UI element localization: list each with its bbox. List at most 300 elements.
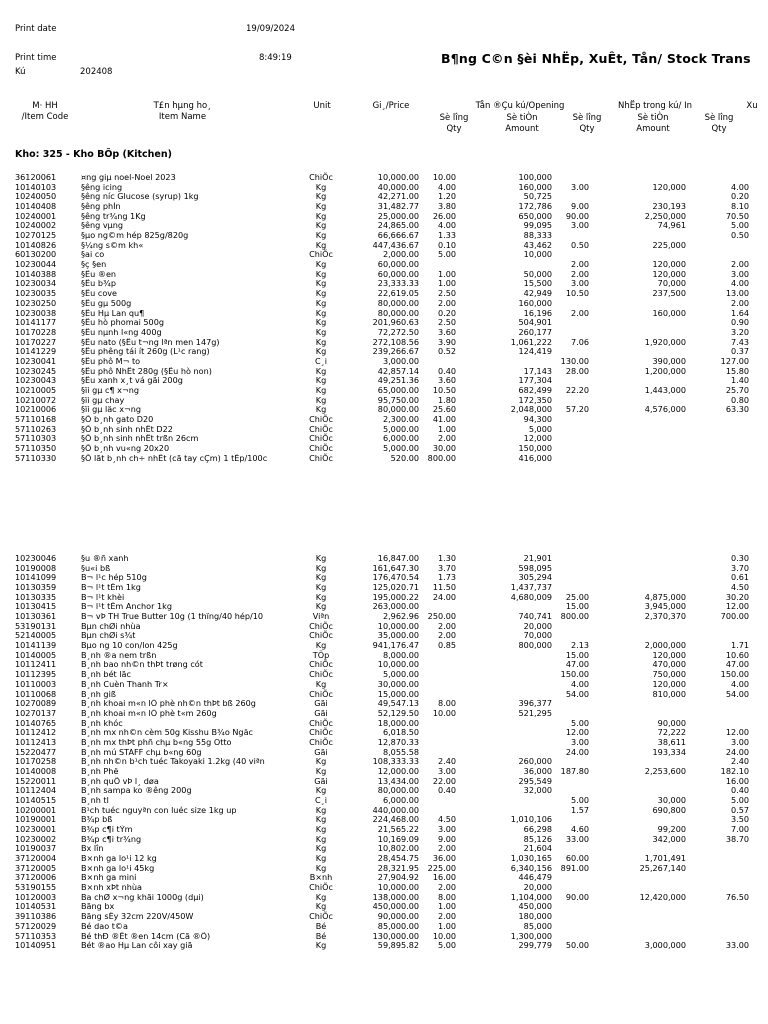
opening-amount: 800,000 [518,640,552,651]
item-name: §Ëu cove [81,289,118,299]
item-price: 30,000.00 [377,678,419,689]
opening-qty: 41.00 [432,414,456,424]
print-time-label: Print time [15,53,57,63]
opening-amount: 305,294 [518,572,552,583]
item-unit: B×nh [309,872,333,883]
item-unit: Kg [315,268,327,279]
in-amount: 390,000 [652,355,686,366]
item-name: §êng phÌn [81,202,121,212]
item-name: §Ëu phô M¬ to [81,356,141,366]
item-unit: Kg [315,814,327,825]
col-unit-header: Unit [313,101,331,111]
in-amount: 12,420,000 [639,891,686,902]
out-qty: 0.90 [730,317,749,328]
item-name: Bµo ng 10 con/lon 425g [81,641,178,651]
opening-amount: 1,104,000 [510,891,552,902]
report-title: B¶ng C©n §èi NhËp, XuÊt, Tån/ Stock Trans [441,51,751,66]
out-qty: 1.64 [730,307,749,318]
item-price: 161,647.30 [372,562,419,573]
opening-amount: 66,298 [523,824,552,835]
opening-qty: 3.60 [437,326,456,337]
item-unit: Kg [315,404,327,415]
item-code: 10141229 [15,346,57,357]
item-price: 6,018.50 [382,727,419,738]
item-code: 10200001 [15,804,57,815]
item-name: §Ëu Hµ Lan qu¶ [81,308,145,318]
item-unit: Kg [315,288,327,299]
opening-amount: 521,295 [518,707,552,718]
item-name: B×nh ga lo¹i 45kg [81,863,155,873]
opening-amount: 94,300 [523,414,552,424]
item-unit: Kg [315,220,327,231]
item-name: B¸nh bao nh©n thÞt trøng cót [81,660,203,670]
item-price: 27,904.92 [377,872,419,883]
in-amount: 230,193 [652,201,686,212]
item-code: 39110386 [15,911,57,922]
item-price: 239,266.67 [372,346,419,357]
opening-amount: 180,000 [518,911,552,922]
opening-amount: 16,196 [523,307,552,318]
item-unit: Kg [315,201,327,212]
in-qty: 187.80 [560,765,589,776]
opening-qty: 1.73 [437,572,456,583]
item-price: 22,619.05 [377,288,419,299]
opening-amount: 100,000 [518,172,552,182]
opening-qty: 0.85 [437,640,456,651]
item-unit: Kg [315,230,327,241]
in-qty: 3.00 [570,220,589,231]
item-name: B¸nh Cuèn Thanh Tr× [81,679,169,689]
opening-amount: 20,000 [523,620,552,631]
item-name: Bx lîn [81,844,104,854]
item-name: §êng níc Glucose (syrup) 1kg [81,192,199,202]
opening-amount: 740,741 [518,611,552,622]
item-unit: Kg [315,562,327,573]
item-unit: Kg [315,640,327,651]
item-code: 10112413 [15,736,57,747]
item-unit: Kg [315,384,327,395]
item-name: B¸nh mx nh©n cèm 50g Kisshu B¾o Ngäc [81,728,253,738]
opening-amount: 85,000 [523,920,552,931]
in-amount: 2,000,000 [644,640,686,651]
item-name: B¾p c¶i tr¾ng [81,834,142,844]
item-code: 10110068 [15,688,57,699]
item-code: 57110350 [15,443,57,454]
opening-qty-line2: Qty [446,124,462,134]
opening-qty: 3.00 [437,765,456,776]
opening-amount: 5,000 [528,423,552,434]
item-code: 37120006 [15,872,57,883]
out-qty: 38.70 [725,833,749,844]
in-qty: 4.00 [570,678,589,689]
table-row [0,444,768,454]
opening-qty: 1.30 [437,553,456,563]
opening-qty: 2.00 [437,297,456,308]
item-code: 10120003 [15,891,57,902]
item-code: 10110003 [15,678,57,689]
item-unit: Kg [315,891,327,902]
opening-amount: 150,000 [518,443,552,454]
item-price: 60,000.00 [377,268,419,279]
out-qty: 47.00 [725,659,749,670]
item-name: §ïi gµ c¶ x¬ng [81,385,139,395]
in-qty: 10.50 [565,288,589,299]
in-qty: 0.50 [570,239,589,250]
item-name: §Ëu nµnh l«ng 400g [81,327,162,337]
out-qty: 0.80 [730,394,749,405]
out-qty: 127.00 [720,355,749,366]
item-name: §Ëu ®en [81,269,117,279]
item-name: B¬ l¹t tÊm Anchor 1kg [81,602,172,612]
item-unit: Kg [315,765,327,776]
opening-qty-line1: Sè lîng [439,113,469,123]
item-name: §Ëu phô NhËt 280g (§Ëu hò non) [81,366,212,376]
item-price: 31,482.77 [377,201,419,212]
item-unit: Kg [315,375,327,386]
item-unit: Kg [315,756,327,767]
item-code: 10230245 [15,365,57,376]
opening-amount: 6,340,156 [510,862,552,873]
out-qty: 70.50 [725,210,749,221]
item-name: B¸nh bét lãc [81,670,131,680]
item-price: 24,865.00 [377,220,419,231]
opening-qty: 1.20 [437,191,456,202]
in-amount: 38,611 [657,736,686,747]
item-unit: Kg [315,785,327,796]
item-price: 60,000.00 [377,259,419,270]
in-qty: 50.00 [565,940,589,951]
opening-amount: 1,030,165 [510,853,552,864]
out-qty: 13.00 [725,288,749,299]
out-qty: 25.70 [725,384,749,395]
item-name: Bãng sÊy 32cm 220V/450W [81,912,194,922]
item-price: 28,321.95 [377,862,419,873]
in-amount: 690,800 [652,804,686,815]
in-amt-line2: Amount [636,124,670,134]
opening-qty: 3.00 [437,824,456,835]
item-name: B¬ l¹t tÊm 1kg [81,583,141,593]
item-unit: ChiÕc [309,433,333,444]
in-qty: 28.00 [565,365,589,376]
item-code: 10141177 [15,317,57,328]
item-unit: Kg [315,259,327,270]
print-date-value: 19/09/2024 [246,24,295,34]
out-qty: 2.40 [730,756,749,767]
opening-amount: 1,300,000 [510,930,552,941]
item-code: 36120061 [15,172,57,182]
opening-qty: 5.00 [437,940,456,951]
item-name: B¸nh khoai m«n lÒ phè nh©n thÞt bß 260g [81,699,256,709]
item-code: 10210006 [15,404,57,415]
in-amount: 810,000 [652,688,686,699]
item-name: §ai co [81,250,105,260]
item-code: 10112395 [15,669,57,680]
in-amount: 4,576,000 [644,404,686,415]
in-amount: 2,250,000 [644,210,686,221]
opening-amount: 36,000 [523,765,552,776]
item-unit: ChiÕc [309,249,333,260]
in-amount: 2,253,600 [644,765,686,776]
item-name: §ïi gµ läc x¬ng [81,405,142,415]
item-price: 25,000.00 [377,210,419,221]
item-code: 10140826 [15,239,57,250]
item-unit: Kg [315,833,327,844]
item-name: Bé thÐ ®Ët ®en 14cm (Cã ®Õ) [81,931,211,941]
out-qty: 8.10 [730,201,749,212]
item-code: 10130335 [15,591,57,602]
out-qty: 7.43 [730,336,749,347]
item-name: §êng icing [81,182,123,192]
opening-amount: 260,000 [518,756,552,767]
item-price: 176,470.54 [372,572,419,583]
item-unit: ChiÕc [309,443,333,454]
out-qty: 4.50 [730,582,749,593]
out-qty: 15.80 [725,365,749,376]
item-price: 125,020.71 [372,582,419,593]
item-code: 10240001 [15,210,57,221]
opening-qty: 0.20 [437,307,456,318]
opening-amount: 42,949 [523,288,552,299]
item-name: B¸nh quÕ vÞ l¸ døa [81,776,159,786]
item-price: 440,000.00 [372,804,419,815]
opening-amount: 12,000 [523,433,552,444]
opening-qty: 11.50 [432,582,456,593]
opening-qty: 3.80 [437,201,456,212]
item-unit: Gãi [314,775,328,786]
item-name: §ïi gµ chay [81,395,125,405]
opening-qty: 2.50 [437,288,456,299]
item-code: 10230043 [15,375,57,386]
item-code: 10112412 [15,727,57,738]
in-amount: 193,334 [652,746,686,757]
opening-qty: 8.00 [437,891,456,902]
item-name: B¸nh nh©n b¹ch tuéc Takoyaki 1.2kg (40 viªn [81,757,265,767]
item-price: 95,750.00 [377,394,419,405]
in-amount: 120,000 [652,268,686,279]
item-price: 80,000.00 [377,404,419,415]
item-name: §Ëu phêng tái ít 260g (L¹c rang) [81,347,210,357]
in-amt-line1: Sè tiÒn [637,113,669,123]
item-name: B¸nh giß [81,689,116,699]
opening-amt-line1: Sè tiÒn [506,113,538,123]
item-price: 10,802.00 [377,843,419,854]
opening-amount: 21,604 [523,843,552,854]
in-qty: 12.00 [565,727,589,738]
item-price: 272,108.56 [372,336,419,347]
item-price: 520.00 [390,452,419,463]
opening-qty: 30.00 [432,443,456,454]
item-name: §ç §en [81,260,107,270]
out-qty: 30.20 [725,591,749,602]
in-amount: 3,945,000 [644,601,686,612]
item-unit: ChiÕc [309,414,333,424]
opening-qty: 10.50 [432,384,456,395]
item-code: 37120005 [15,862,57,873]
item-name: §Ëu b¾p [81,279,116,289]
item-unit: Kg [315,210,327,221]
out-qty: 0.57 [730,804,749,815]
item-price: 3,000.00 [382,355,419,366]
item-code: 10130415 [15,601,57,612]
out-qty: 3.70 [730,562,749,573]
out-qty-line2: Qty [711,124,727,134]
in-qty: 25.00 [565,591,589,602]
opening-amount: 160,000 [518,181,552,192]
opening-qty: 1.00 [437,920,456,931]
opening-amount: 21,901 [523,553,552,563]
item-code: 57110168 [15,414,57,424]
in-qty: 7.06 [570,336,589,347]
opening-qty: 2.50 [437,317,456,328]
out-qty: 150.00 [720,669,749,680]
opening-amount: 85,126 [523,833,552,844]
item-price: 138,000.00 [372,891,419,902]
in-qty: 150.00 [560,669,589,680]
in-qty-line1: Sè lîng [572,113,602,123]
item-code: 10140388 [15,268,57,279]
out-qty: 5.00 [730,220,749,231]
item-name: §Ëu gµ 500g [81,298,132,308]
col-price-header: Gi¸/Price [372,101,410,111]
item-code: 10112404 [15,785,57,796]
opening-qty: 250.00 [427,611,456,622]
in-qty: 2.00 [570,268,589,279]
item-unit: Kg [315,824,327,835]
item-price: 90,000.00 [377,911,419,922]
in-amount: 72,222 [657,727,686,738]
item-code: 10140765 [15,717,57,728]
item-price: 65,000.00 [377,384,419,395]
in-amount: 3,000,000 [644,940,686,951]
opening-qty: 1.00 [437,901,456,912]
item-code: 37120004 [15,853,57,864]
item-price: 941,176.47 [372,640,419,651]
item-price: 12,000.00 [377,765,419,776]
item-unit: Kg [315,365,327,376]
item-unit: Kg [315,307,327,318]
item-price: 6,000.00 [382,795,419,805]
out-qty: 700.00 [720,611,749,622]
opening-qty: 1.00 [437,423,456,434]
item-price: 224,468.00 [372,814,419,825]
item-code: 10170227 [15,336,57,347]
opening-amount: 504,901 [518,317,552,328]
in-qty: 33.00 [565,833,589,844]
item-name: B×nh ga mini [81,873,137,883]
opening-qty: 10.00 [432,930,456,941]
item-code: 10240002 [15,220,57,231]
col-name-line2: Item Name [158,112,207,122]
in-amount: 120,000 [652,678,686,689]
out-qty: 16.00 [725,775,749,786]
item-code: 10270089 [15,698,57,709]
opening-amount: 1,010,106 [510,814,552,825]
item-name: §Õ b¸nh sinh nhËt trßn 26cm [81,434,199,444]
item-unit: ChiÕc [309,659,333,670]
item-unit: Kg [315,278,327,289]
item-price: 18,000.00 [377,717,419,728]
in-amount: 1,920,000 [644,336,686,347]
opening-qty: 10.00 [432,707,456,718]
in-qty: 22.20 [565,384,589,395]
opening-qty: 16.00 [432,872,456,883]
item-unit: Gãi [314,698,328,709]
in-amount: 1,200,000 [644,365,686,376]
opening-qty: 22.00 [432,775,456,786]
in-amount: 237,500 [652,288,686,299]
item-price: 2,000.00 [382,249,419,260]
out-qty: 4.00 [730,678,749,689]
opening-qty: 1.33 [437,230,456,241]
item-name: B¸nh Phë [81,766,119,776]
item-unit: Kg [315,191,327,202]
opening-amount: 99,095 [523,220,552,231]
item-code: 10140515 [15,795,57,805]
opening-qty: 2.40 [437,756,456,767]
out-qty: 2.00 [730,297,749,308]
out-qty: 5.00 [730,795,749,805]
item-code: 57110330 [15,452,57,463]
opening-qty: 0.40 [437,365,456,376]
item-code: 10140951 [15,940,57,951]
item-price: 8,000.00 [382,649,419,660]
in-amount: 225,000 [652,239,686,250]
out-qty: 0.50 [730,230,749,241]
item-code: 57120029 [15,920,57,931]
opening-amount: 396,377 [518,698,552,709]
item-code: 10190001 [15,814,57,825]
opening-amount: 172,786 [518,201,552,212]
item-unit: Kg [315,336,327,347]
item-unit: Kg [315,862,327,873]
item-unit: Kg [315,572,327,583]
opening-qty: 0.10 [437,239,456,250]
item-price: 28,454.75 [377,853,419,864]
out-qty: 54.00 [725,688,749,699]
item-unit: Kg [315,181,327,192]
item-code: 57110303 [15,433,57,444]
item-name: B¬ vÞ TH True Butter 10g (1 thïng/40 hép/10 [81,612,264,622]
item-price: 16,847.00 [377,553,419,563]
item-name: Ba chØ x¬ng khãi 1000g (dµi) [81,892,204,902]
opening-amount: 295,549 [518,775,552,786]
item-price: 59,895.82 [377,940,419,951]
in-qty: 4.60 [570,824,589,835]
opening-amount: 15,500 [523,278,552,289]
item-name: §Õ b¸nh vu«ng 20x20 [81,444,170,454]
in-qty: 800.00 [560,611,589,622]
item-name: Bé dao t©a [81,921,128,931]
in-qty: 54.00 [565,688,589,699]
opening-qty: 225.00 [427,862,456,873]
item-price: 66,666.67 [377,230,419,241]
in-qty: 3.00 [570,278,589,289]
item-name: §µo ng©m hép 825g/820g [81,231,189,241]
in-qty: 24.00 [565,746,589,757]
item-code: 10170228 [15,326,57,337]
opening-qty: 26.00 [432,210,456,221]
out-qty: 3.00 [730,268,749,279]
out-qty: 12.00 [725,601,749,612]
item-name: B¬ l¹t khèi [81,592,125,602]
item-code: 53190131 [15,620,57,631]
item-unit: Kg [315,553,327,563]
in-amount: 4,875,000 [644,591,686,602]
opening-qty: 800.00 [427,452,456,463]
warehouse-section-title: Kho: 325 - Kho BÕp (Kitchen) [15,149,172,160]
item-price: 72,272.50 [377,326,419,337]
item-code: 10140408 [15,201,57,212]
